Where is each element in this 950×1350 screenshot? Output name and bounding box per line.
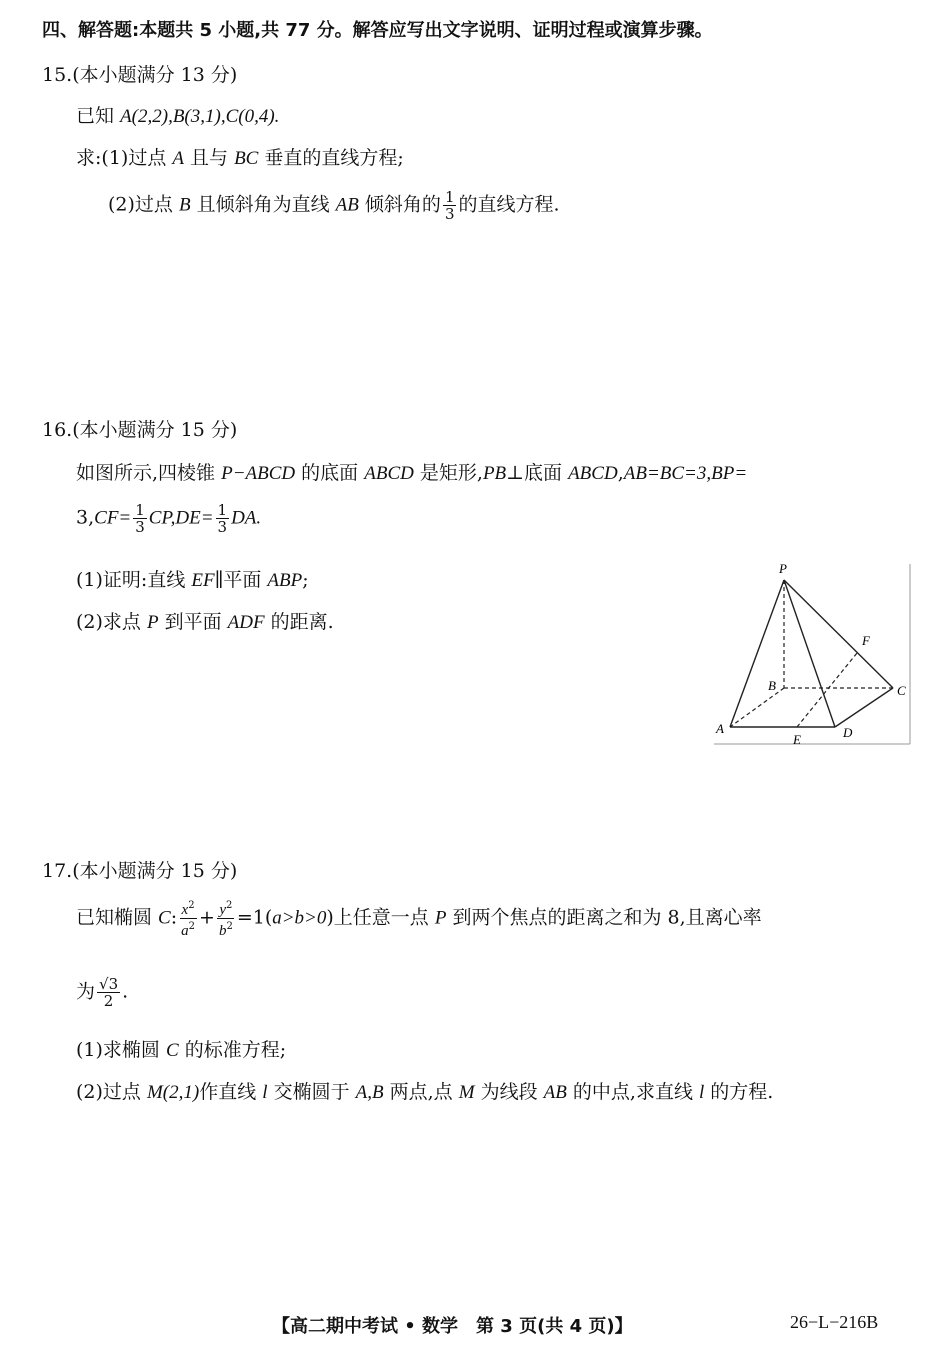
q16-frac1-den: 3: [135, 518, 145, 536]
q15-p2-text-end: 的直线方程.: [458, 193, 560, 216]
q16-l2-cf: CF=: [94, 507, 132, 529]
section-title: 四、解答题:本题共 5 小题,共 77 分。解答应写出文字说明、证明过程或演算步骤。: [42, 20, 713, 41]
q16-line1: [76, 458, 747, 485]
q17-b-sq: 2: [226, 921, 233, 932]
q16-header: 16.(本小题满分 15 分): [42, 419, 238, 441]
q15-p2-text-mid2: 倾斜角的: [358, 193, 441, 216]
q17-p2-mid5: 的中点,求直线: [566, 1081, 699, 1103]
q17-p1-text: (1)求椭圆: [76, 1039, 166, 1061]
edge-dc: [835, 688, 893, 727]
q16-frac1: [133, 502, 147, 535]
q17-l1-colon: :: [170, 906, 178, 929]
q17-l1-eq: =1(: [236, 906, 273, 929]
q17-l1-cond: a>b>0: [272, 907, 327, 929]
q16-l1-a: 如图所示,四棱锥: [76, 462, 222, 484]
q17-part2: [76, 1077, 773, 1104]
q17-p1-end: 的标准方程;: [178, 1039, 287, 1061]
q17-p2-text: (2)过点: [76, 1081, 147, 1103]
q16-p2-mid: 到平面: [158, 611, 228, 633]
q15-part1: [76, 143, 404, 170]
pyramid-figure: [712, 558, 912, 748]
label-p: P: [779, 561, 787, 576]
q17-p2-ab: A,B: [355, 1082, 384, 1103]
q15-given: [76, 101, 279, 128]
q16-p2-end: 的距离.: [264, 611, 334, 633]
q16-p1-abp: ABP: [267, 570, 303, 591]
q17-p2-mid2: 交椭圆于: [267, 1081, 356, 1103]
q15-frac-num: 1: [444, 188, 455, 206]
q16-frac2: [216, 502, 230, 535]
q16-p1-mid: ∥平面: [214, 569, 268, 591]
q15-frac-den: 3: [444, 205, 455, 223]
q16-l2-a: 3,: [76, 506, 95, 529]
edge-ba: [730, 688, 784, 727]
label-f: F: [862, 633, 870, 648]
q16-l1-eq: AB=BC=3,BP=: [623, 463, 748, 484]
q16-l1-d: ⊥底面: [506, 462, 569, 484]
q17-frac-ecc: [97, 976, 120, 1009]
q15-given-prefix: 已知: [76, 105, 115, 127]
q15-p1-text-mid: 且与: [183, 147, 235, 169]
label-e: E: [793, 732, 801, 747]
label-d: D: [843, 725, 853, 740]
label-a: A: [716, 721, 724, 736]
q15-p1-text: 求:(1)过点: [76, 147, 173, 169]
q16-l1-b: 的底面: [295, 462, 365, 484]
q16-p2-adf: ADF: [227, 612, 265, 633]
q16-p2-p: P: [146, 612, 159, 633]
q17-l1-c2: 到两个焦点的距离之和为 8,且离心率: [446, 906, 762, 929]
q17-part1: [76, 1035, 286, 1062]
q17-a: a: [181, 923, 189, 939]
label-b: B: [768, 678, 776, 693]
q16-l1-e: ,: [617, 462, 624, 484]
q15-p2-fraction: [443, 189, 457, 222]
q16-l1-base: ABCD: [364, 463, 414, 484]
q17-a-sq: 2: [188, 921, 196, 932]
q16-l2-da: DA.: [231, 507, 262, 529]
q17-x: x: [181, 902, 189, 918]
q17-x-sq: 2: [188, 900, 195, 911]
q15-p1-line-bc: BC: [234, 148, 259, 169]
q17-y: y: [219, 902, 227, 918]
q16-l1-pyramid: P−ABCD: [221, 463, 296, 484]
q17-p2-l: l: [262, 1082, 268, 1103]
edge-pc: [784, 580, 893, 688]
segment-ef: [797, 653, 857, 727]
q16-line2: [76, 502, 261, 535]
q17-line1: [76, 898, 762, 939]
edge-pa: [730, 580, 784, 727]
q17-den2: 2: [103, 992, 114, 1010]
q16-part1: [76, 565, 309, 592]
q17-header: 17.(本小题满分 15 分): [42, 860, 238, 882]
edge-pd: [784, 580, 835, 727]
q15-p2-text: (2)过点: [108, 193, 179, 216]
q15-p2-text-mid: 且倾斜角为直线: [190, 193, 336, 216]
q16-l1-base2: ABCD: [568, 463, 618, 484]
q16-l1-c: 是矩形,: [413, 462, 483, 484]
q16-frac2-num: 1: [217, 501, 228, 519]
q15-header: 15.(本小题满分 13 分): [42, 64, 238, 86]
q17-p2-mid4: 为线段: [474, 1081, 544, 1103]
q16-l2-cp: CP,DE=: [148, 507, 214, 529]
q17-p2-m: M(2,1): [146, 1082, 200, 1103]
q15-p2-line-ab: AB: [335, 194, 359, 216]
q15-p1-text-end: 垂直的直线方程;: [258, 147, 404, 169]
q17-p2-mid3: 两点,点: [383, 1081, 459, 1103]
q16-frac1-num: 1: [135, 501, 145, 519]
label-c: C: [897, 683, 906, 698]
q16-part2: [76, 607, 334, 634]
q15-given-points: A(2,2),B(3,1),C(0,4).: [120, 106, 280, 127]
q17-p2-ab2: AB: [543, 1082, 567, 1103]
q15-p1-point-a: A: [172, 148, 184, 169]
q17-frac-x: [179, 898, 197, 939]
q17-l1-p: P: [434, 907, 447, 929]
q17-l1-b: )上任意一点: [326, 906, 435, 929]
q16-p1-text: (1)证明:直线: [76, 569, 192, 591]
exam-code: 26−L−216B: [790, 1312, 879, 1332]
q17-p2-end: 的方程.: [704, 1081, 774, 1103]
q17-frac-y: [217, 898, 235, 939]
q17-sqrt3: √3: [99, 975, 119, 993]
q17-p2-m2: M: [458, 1082, 475, 1103]
q17-p2-l2: l: [698, 1082, 705, 1103]
q17-p2-mid: 作直线: [199, 1081, 263, 1103]
q17-p1-c: C: [165, 1040, 179, 1061]
q16-p2-text: (2)求点: [76, 611, 147, 633]
q17-line2: [76, 976, 128, 1009]
page-footer: 【高二期中考试 • 数学 第 3 页(共 4 页)】: [272, 1316, 633, 1337]
q17-b: b: [218, 923, 227, 939]
q16-l1-pb: PB: [482, 463, 507, 484]
q17-l1-a: 已知椭圆: [76, 906, 159, 929]
q16-p1-ef: EF: [191, 570, 215, 591]
q17-l1-c: C: [158, 907, 171, 929]
q17-plus: +: [199, 906, 215, 929]
q16-frac2-den: 3: [217, 518, 228, 536]
q17-y-sq: 2: [226, 900, 233, 911]
q17-l2-dot: .: [122, 980, 129, 1003]
q15-part2: [108, 189, 560, 222]
q16-p1-end: ;: [302, 569, 309, 591]
q17-l2-a: 为: [76, 980, 96, 1003]
q15-p2-point-b: B: [178, 194, 191, 216]
